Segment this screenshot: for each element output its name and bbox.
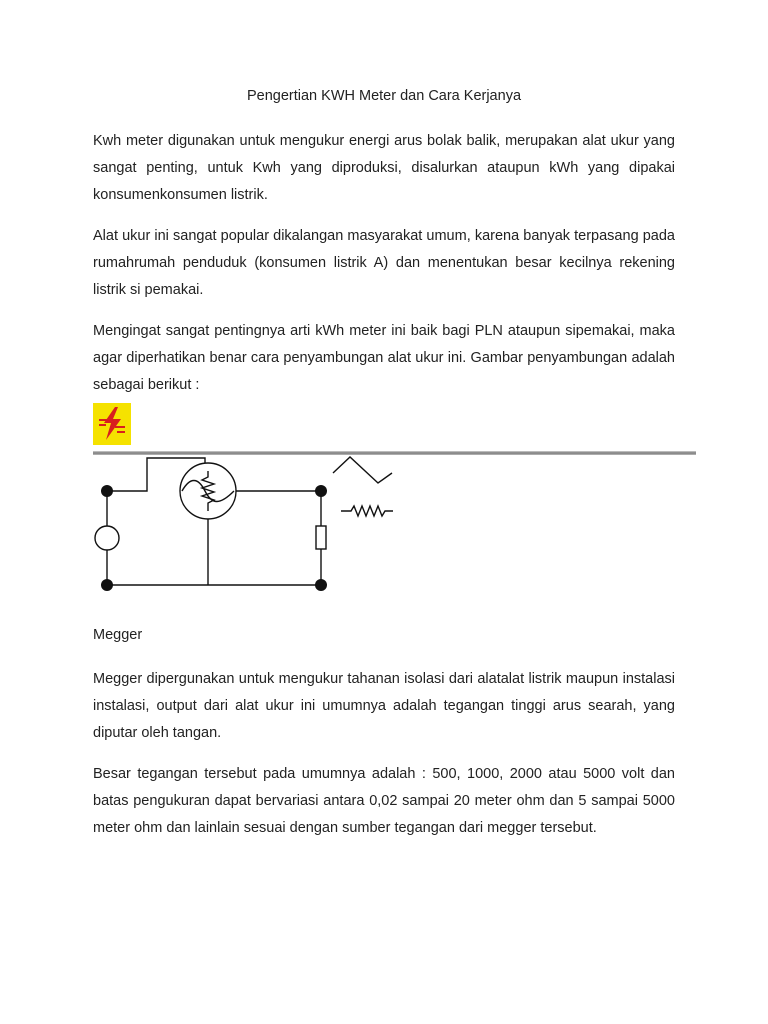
paragraph-megger-voltage: Besar tegangan tersebut pada umumnya adalah : 500, 1000, 2000 atau 5000 volt dan batas pengukuran dapat bervariasi antara 0,02 sampai 20 meter ohm dan 5 sampai 5000 meter ohm dan lainlain sesuai dengan sumber tegangan dari megger tersebut. [93,766,675,836]
pln-logo-icon [93,403,131,445]
paragraph-kwh-usage: Alat ukur ini sangat popular dikalangan masyarakat umum, karena banyak terpasang pada rumahrumah penduduk (konsumen listrik A) dan menentukan besar kecilnya rekening listrik si pemakai. [93,228,675,298]
section-heading-megger: Megger [93,627,143,643]
paragraph-kwh-connection: Mengingat sangat pentingnya arti kWh meter ini baik bagi PLN ataupun sipemakai, maka agar diperhatikan benar cara penyambungan alat ukur ini. Gambar penyambungan adalah sebagai berikut : [93,323,675,393]
kwh-meter-wiring-diagram [93,455,403,595]
paragraph-kwh-definition: Kwh meter digunakan untuk mengukur energi arus bolak balik, merupakan alat ukur yang sangat penting, untuk Kwh yang diproduksi, disalurkan ataupun kWh yang dipakai konsumenkonsumen listrik. [93,133,675,203]
paragraph-megger-definition: Megger dipergunakan untuk mengukur tahanan isolasi dari alatalat listrik maupun instalasi instalasi, output dari alat ukur ini umumnya adalah tegangan tinggi arus searah, yang diputar oleh tangan. [93,671,675,741]
page-title: Pengertian KWH Meter dan Cara Kerjanya [246,88,522,104]
